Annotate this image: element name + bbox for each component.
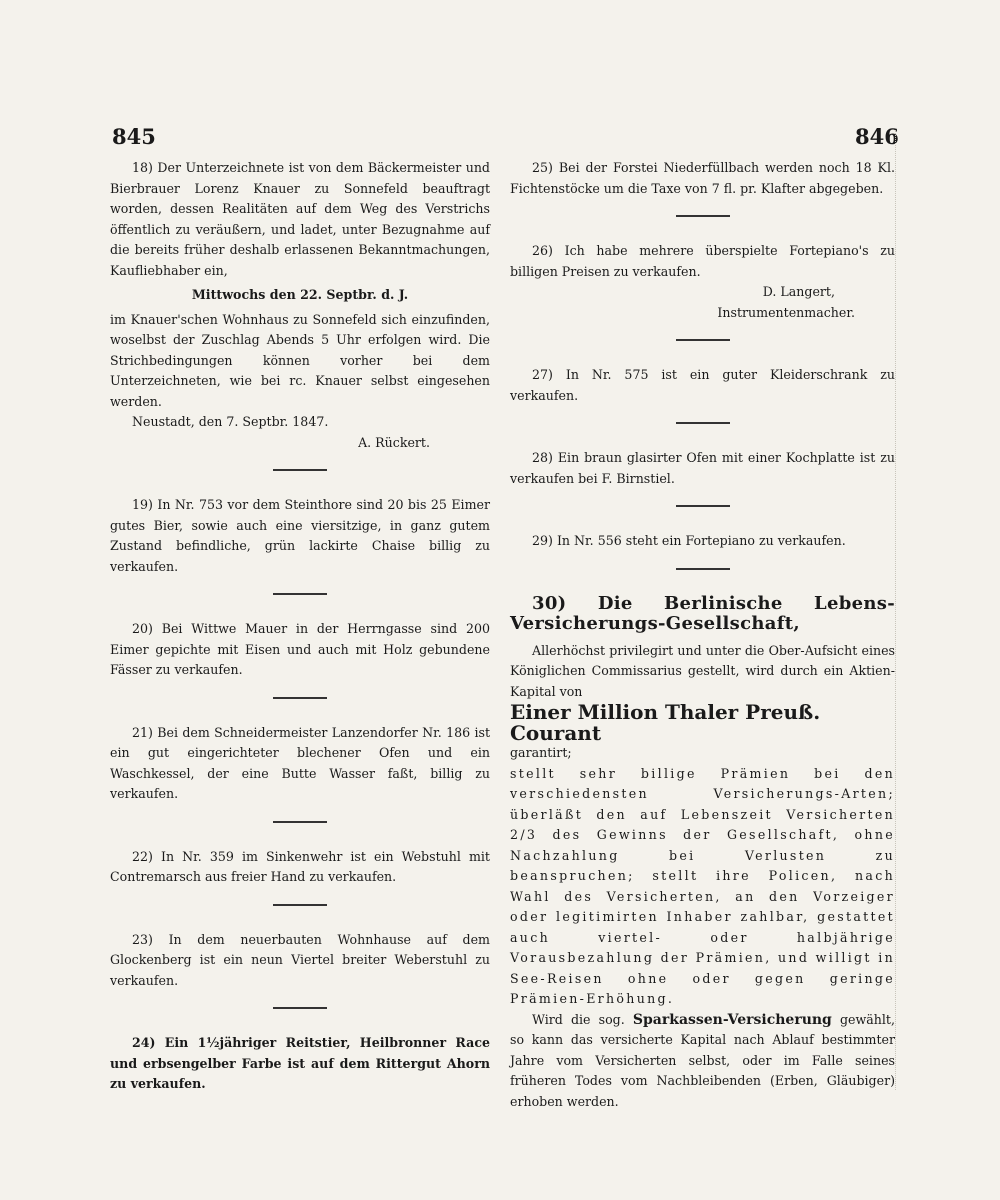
entry-26-signature: D. Langert, xyxy=(762,284,835,299)
separator-rule xyxy=(676,339,730,341)
separator-rule xyxy=(676,215,730,217)
entry-29: 29) In Nr. 556 steht ein Fortepiano zu verkaufen. xyxy=(532,533,846,548)
entry-30-savings xyxy=(510,1010,895,1113)
entry-26-body: 26) Ich habe mehrere überspielte Fortepiano's zu billigen Preisen zu verkaufen. xyxy=(510,243,895,279)
entry-30 xyxy=(510,594,895,1113)
entry-30-amount: Einer Million Thaler Preuß. Courant xyxy=(510,700,821,745)
entry-18-body2: im Knauer'schen Wohnhaus zu Sonnefeld sich einzufinden, woselbst der Zuschlag Abends 5 Uhr erfolgen wird. Die Strichbedingungen können vorher bei dem Unterzeichneten, wie bei rc. Knauer selbst eingesehen werden. xyxy=(110,311,490,409)
separator-rule xyxy=(273,593,327,595)
entry-26 xyxy=(510,241,895,323)
page-number-left: 845 xyxy=(112,124,156,149)
entry-30-savings-lead: Wird die sog. xyxy=(532,1011,625,1027)
entry-30-heading: 30) Die Berlinische Lebens-Versicherungs-Gesellschaft, xyxy=(510,592,895,634)
entry-23: 23) In dem neuerbauten Wohnhause auf dem Glockenberg ist ein neun Viertel breiter Weberstuhl zu verkaufen. xyxy=(110,931,490,988)
entry-24: 24) Ein 1½jähriger Reitstier, Heilbronner Race und erbsengelber Farbe ist auf dem Rittergut Ahorn zu verkaufen. xyxy=(110,1035,490,1091)
entry-18-date-line: Mittwochs den 22. Septbr. d. J. xyxy=(191,287,409,302)
separator-rule xyxy=(273,904,327,906)
entry-18 xyxy=(110,158,490,453)
entry-28: 28) Ein braun glasirter Ofen mit einer Kochplatte ist zu verkaufen bei F. Birnstiel. xyxy=(510,450,895,486)
entry-18-place-date: Neustadt, den 7. Septbr. 1847. xyxy=(132,414,329,429)
entry-26-signature-title: Instrumentenmacher. xyxy=(717,304,855,320)
separator-rule xyxy=(273,1007,327,1009)
entry-30-terms: stellt sehr billige Prämien bei den verschiedensten Versicherungs-Arten; überläßt den auf Lebenszeit Versicherten 2/3 des Gewinns der Gesellschaft, ohne Nachzahlung bei Verlusten zu beanspruchen; stellt ihre Policen, nach Wahl des Versicherten, an den Vorzeiger oder legitimirten Inhaber zahlbar, gestattet auch viertel- oder halbjährige Vorausbezahlung der Prämien, und willigt in See-Reisen ohne oder gegen geringe Prämien-Erhöhung. xyxy=(510,765,895,1006)
entry-22: 22) In Nr. 359 im Sinkenwehr ist ein Webstuhl mit Contremarsch aus freier Hand zu verkaufen. xyxy=(110,848,490,884)
entry-30-guaranteed: garantirt; xyxy=(510,745,572,760)
separator-rule xyxy=(273,469,327,471)
bleed-through-edge xyxy=(895,130,904,1090)
entry-19: 19) In Nr. 753 vor dem Steinthore sind 20 bis 25 Eimer gutes Bier, sowie auch eine viersitzige, in ganz gutem Zustand befindliche, grün lackirte Chaise billig zu verkaufen. xyxy=(110,497,490,574)
separator-rule xyxy=(676,422,730,424)
entry-21: 21) Bei dem Schneidermeister Lanzendorfer Nr. 186 ist ein gut eingerichteter blechener Ofen und ein Waschkessel, der eine Butte Wasser faßt, billig zu verkaufen. xyxy=(110,724,490,801)
separator-rule xyxy=(273,821,327,823)
page-number-right: 846 xyxy=(855,124,899,149)
entry-30-savings-rest: gewählt, so kann das versicherte Kapital nach Ablauf bestimmter Jahre vom Versicherten selbst, oder im Falle seines früheren Todes vom Nachbleibenden (Erben, Gläubiger) erhoben werden. xyxy=(510,1011,895,1109)
left-column xyxy=(110,158,490,1095)
separator-rule xyxy=(676,568,730,570)
entry-18-body: 18) Der Unterzeichnete ist von dem Bäckermeister und Bierbrauer Lorenz Knauer zu Sonnefeld beauftragt worden, dessen Realitäten auf dem Weg des Verstrichs öffentlich zu veräußern, und ladet, unter Bezugnahme auf die bereits früher deshalb erlassenen Bekanntmachungen, Kaufliebhaber ein, xyxy=(110,160,490,278)
entry-27: 27) In Nr. 575 ist ein guter Kleiderschrank zu verkaufen. xyxy=(510,367,895,403)
right-column xyxy=(510,158,895,1112)
entry-30-intro: Allerhöchst privilegirt und unter die Ober-Aufsicht eines Königlichen Commissarius gestellt, wird durch ein Aktien-Kapital von xyxy=(510,642,895,699)
separator-rule xyxy=(676,505,730,507)
entry-25: 25) Bei der Forstei Niederfüllbach werden noch 18 Kl. Fichtenstöcke um die Taxe von 7 fl. pr. Klafter abgegeben. xyxy=(510,160,895,196)
entry-18-signature: A. Rückert. xyxy=(358,434,430,450)
entry-20: 20) Bei Wittwe Mauer in der Herrngasse sind 200 Eimer gepichte mit Eisen und auch mit Holz gebundene Fässer zu verkaufen. xyxy=(110,621,490,677)
separator-rule xyxy=(273,697,327,699)
entry-30-savings-emphasis: Sparkassen-Versicherung xyxy=(632,1011,832,1028)
